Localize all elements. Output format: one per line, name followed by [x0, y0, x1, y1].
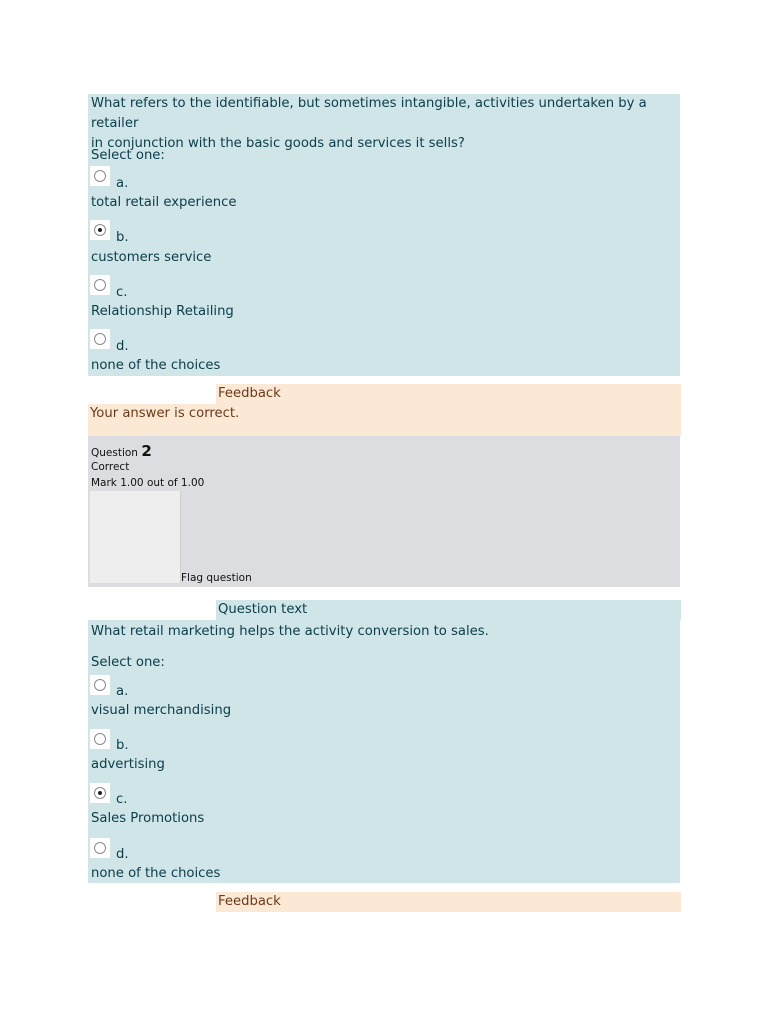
q1-option-a-text[interactable]: total retail experience — [91, 195, 237, 210]
question-1-text — [91, 94, 676, 154]
flag-icon-area[interactable] — [90, 491, 181, 583]
question-1-select-label: Select one: — [91, 148, 165, 163]
q1-feedback-body — [88, 404, 681, 436]
question-2-text: What retail marketing helps the activity conversion to sales. — [91, 624, 489, 639]
q1-feedback-label: Feedback — [218, 386, 281, 401]
q1-option-d-text[interactable]: none of the choices — [91, 358, 221, 373]
q2-option-b-radio-wrap — [90, 729, 110, 749]
q2-option-a-radio[interactable] — [94, 679, 106, 691]
q1-feedback-text: Your answer is correct. — [90, 406, 240, 421]
question-2-heading — [91, 442, 152, 460]
q1-option-b-radio-wrap — [90, 220, 110, 240]
q1-option-c-text[interactable]: Relationship Retailing — [91, 304, 234, 319]
question-text-label: Question text — [218, 602, 308, 617]
q2-feedback-header — [216, 892, 681, 912]
q1-option-d-radio[interactable] — [94, 333, 106, 345]
q2-option-d-radio[interactable] — [94, 842, 106, 854]
q1-option-d-radio-wrap — [90, 329, 110, 349]
q1-feedback-header — [216, 384, 681, 404]
q1-option-a-letter: a. — [116, 176, 129, 191]
q2-option-a-radio-wrap — [90, 675, 110, 695]
q2-option-c-radio[interactable] — [94, 787, 106, 799]
q1-option-b-radio[interactable] — [94, 224, 106, 236]
q1-option-d-letter: d. — [116, 339, 129, 354]
question-1-text-line1: What refers to the identifiable, but sometimes intangible, activities undertaken by a retailer — [91, 96, 647, 131]
q2-option-b-letter: b. — [116, 738, 129, 753]
question-2-text-header — [216, 600, 681, 620]
q1-option-b-letter: b. — [116, 230, 129, 245]
q2-option-a-text[interactable]: visual merchandising — [91, 703, 232, 718]
question-2-status: Correct — [91, 461, 130, 473]
q2-option-d-text[interactable]: none of the choices — [91, 866, 221, 881]
q1-option-a-radio-wrap — [90, 166, 110, 186]
q2-option-d-letter: d. — [116, 847, 129, 862]
q2-option-c-text[interactable]: Sales Promotions — [91, 811, 205, 826]
question-2-panel — [88, 620, 680, 883]
q1-option-c-radio[interactable] — [94, 279, 106, 291]
q1-option-a-radio[interactable] — [94, 170, 106, 182]
q2-option-c-letter: c. — [116, 792, 128, 807]
q2-option-b-radio[interactable] — [94, 733, 106, 745]
question-2-select-label: Select one: — [91, 655, 165, 670]
q2-feedback-label: Feedback — [218, 894, 281, 909]
question-2-info-panel — [88, 436, 680, 587]
flag-question-link[interactable]: Flag question — [181, 572, 252, 584]
question-1-text-line2: in conjunction with the basic goods and services it sells? — [91, 136, 465, 151]
question-number: 2 — [141, 442, 152, 460]
question-label: Question — [91, 447, 138, 459]
q2-option-c-radio-wrap — [90, 783, 110, 803]
q1-option-c-radio-wrap — [90, 275, 110, 295]
q2-option-a-letter: a. — [116, 684, 129, 699]
q2-option-d-radio-wrap — [90, 838, 110, 858]
q1-option-c-letter: c. — [116, 285, 128, 300]
q2-option-b-text[interactable]: advertising — [91, 757, 165, 772]
question-2-mark: Mark 1.00 out of 1.00 — [91, 477, 205, 489]
q1-option-b-text[interactable]: customers service — [91, 250, 212, 265]
